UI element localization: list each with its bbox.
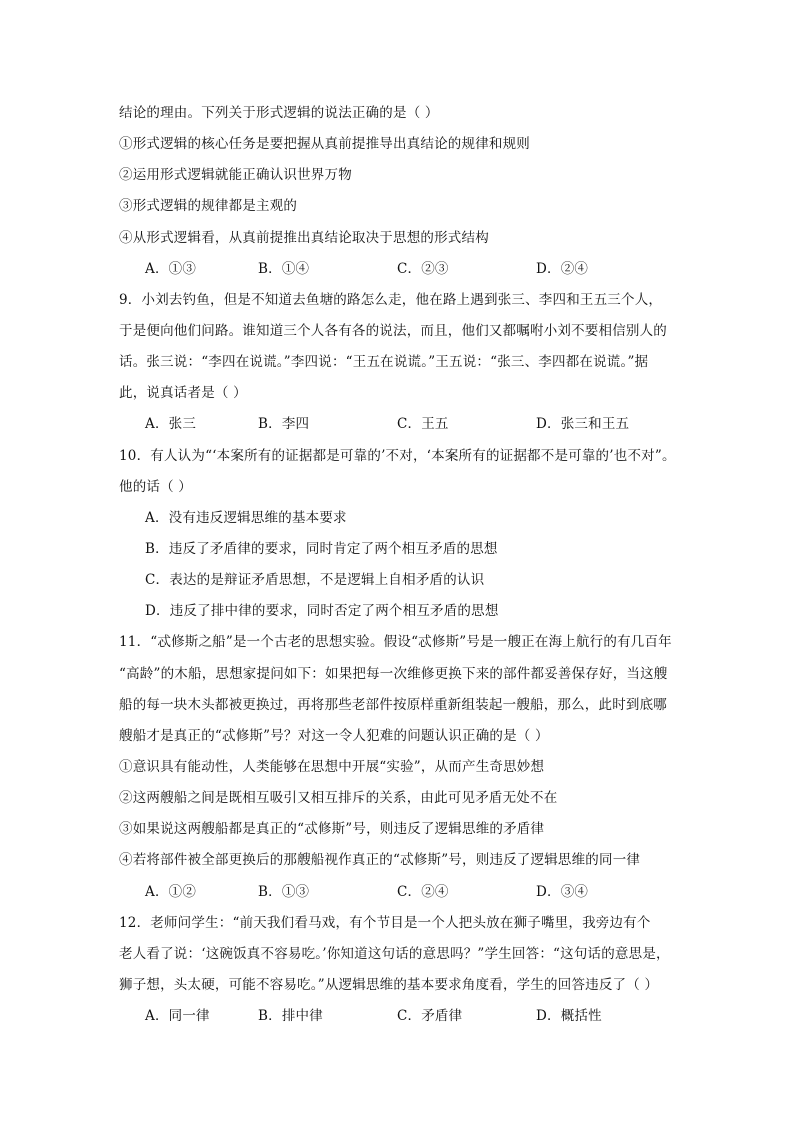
q8-item-2: ②运用形式逻辑就能正确认识世界万物: [119, 167, 352, 183]
q12-option-d: D．概括性: [536, 1008, 602, 1024]
q11-line-2: “高龄”的木船，思想家提问如下：如果把每一次维修更换下来的部件都妥善保存好，当这艘: [119, 666, 668, 682]
q12-option-a: A．同一律: [145, 1008, 210, 1024]
q12-option-b: B．排中律: [258, 1008, 323, 1024]
q11-line-4: 艘船才是真正的“忒修斯”号？对这一令人犯难的问题认识正确的是（ ）: [119, 728, 549, 744]
q9-line-4: 此，说真话者是（ ）: [119, 385, 247, 401]
q11-item-3: ③如果说这两艘船都是真正的“忒修斯”号，则违反了逻辑思维的矛盾律: [119, 821, 545, 837]
q10-choice-b: B．违反了矛盾律的要求，同时肯定了两个相互矛盾的思想: [145, 541, 498, 557]
q11-option-d: D．③④: [536, 884, 589, 900]
q11-item-1: ①意识具有能动性，人类能够在思想中开展“实验”，从而产生奇思妙想: [119, 759, 545, 775]
q10-choice-c: C．表达的是辩证矛盾思想，不是逻辑上自相矛盾的认识: [145, 572, 485, 588]
q10-choice-a: A．没有违反逻辑思维的基本要求: [145, 510, 347, 526]
q12-line-2: 老人看了说：‘这碗饭真不容易吃。’你知道这句话的意思吗？”学生回答：“这句话的意思是，: [119, 946, 670, 962]
q10-line-1: 10．有人认为“‘本案所有的证据都是可靠的’不对，‘本案所有的证据都不是可靠的’也不对”。: [119, 448, 676, 464]
q8-item-1: ①形式逻辑的核心任务是要把握从真前提推导出真结论的规律和规则: [119, 136, 530, 152]
q9-option-a: A．张三: [145, 416, 197, 432]
q12-line-3: 狮子想，头太硬，可能不容易吃。”从逻辑思维的基本要求角度看，学生的回答违反了（ ）: [119, 977, 659, 993]
q11-line-3: 船的每一块木头都被更换过，再将那些老部件按原样重新组装起一艘船，那么，此时到底哪: [119, 697, 667, 713]
q11-option-c: C．②④: [397, 884, 449, 900]
q8-item-3: ③形式逻辑的规律都是主观的: [119, 198, 298, 214]
q10-line-2: 他的话（ ）: [119, 479, 192, 495]
q9-line-2: 于是便向他们问路。谁知道三个人各有各的说法，而且，他们又都嘱咐小刘不要相信别人的: [119, 323, 667, 339]
q12-option-c: C．矛盾律: [397, 1008, 463, 1024]
q11-item-4: ④若将部件被全部更换后的那艘船视作真正的“忒修斯”号，则违反了逻辑思维的同一律: [119, 852, 641, 868]
q10-choice-d: D．违反了排中律的要求，同时否定了两个相互矛盾的思想: [145, 603, 499, 619]
q8-item-4: ④从形式逻辑看，从真前提推出真结论取决于思想的形式结构: [119, 230, 489, 246]
q9-line-1: 9．小刘去钓鱼，但是不知道去鱼塘的路怎么走，他在路上遇到张三、李四和王五三个人，: [119, 292, 663, 308]
q9-option-d: D．张三和王五: [536, 416, 630, 432]
q11-item-2: ②这两艘船之间是既相互吸引又相互排斥的关系，由此可见矛盾无处不在: [119, 790, 558, 806]
q9-option-b: B．李四: [258, 416, 310, 432]
q11-option-b: B．①③: [258, 884, 310, 900]
q11-line-1: 11．“忒修斯之船”是一个古老的思想实验。假设“忒修斯”号是一艘正在海上航行的有几百年: [119, 634, 672, 650]
q9-option-c: C．王五: [397, 416, 449, 432]
q8-option-a: A．①③: [145, 261, 197, 277]
q8-option-d: D．②④: [536, 261, 589, 277]
q8-option-c: C．②③: [397, 261, 449, 277]
q12-line-1: 12．老师问学生：“前天我们看马戏，有个节目是一个人把头放在狮子嘴里，我旁边有个: [119, 915, 651, 931]
q8-option-b: B．①④: [258, 261, 310, 277]
q11-option-a: A．①②: [145, 884, 197, 900]
q8-stem-tail: 结论的理由。下列关于形式逻辑的说法正确的是（ ）: [119, 105, 439, 121]
q9-line-3: 话。张三说：“李四在说谎。”李四说：“王五在说谎。”王五说：“张三、李四都在说谎。”据: [119, 354, 649, 370]
